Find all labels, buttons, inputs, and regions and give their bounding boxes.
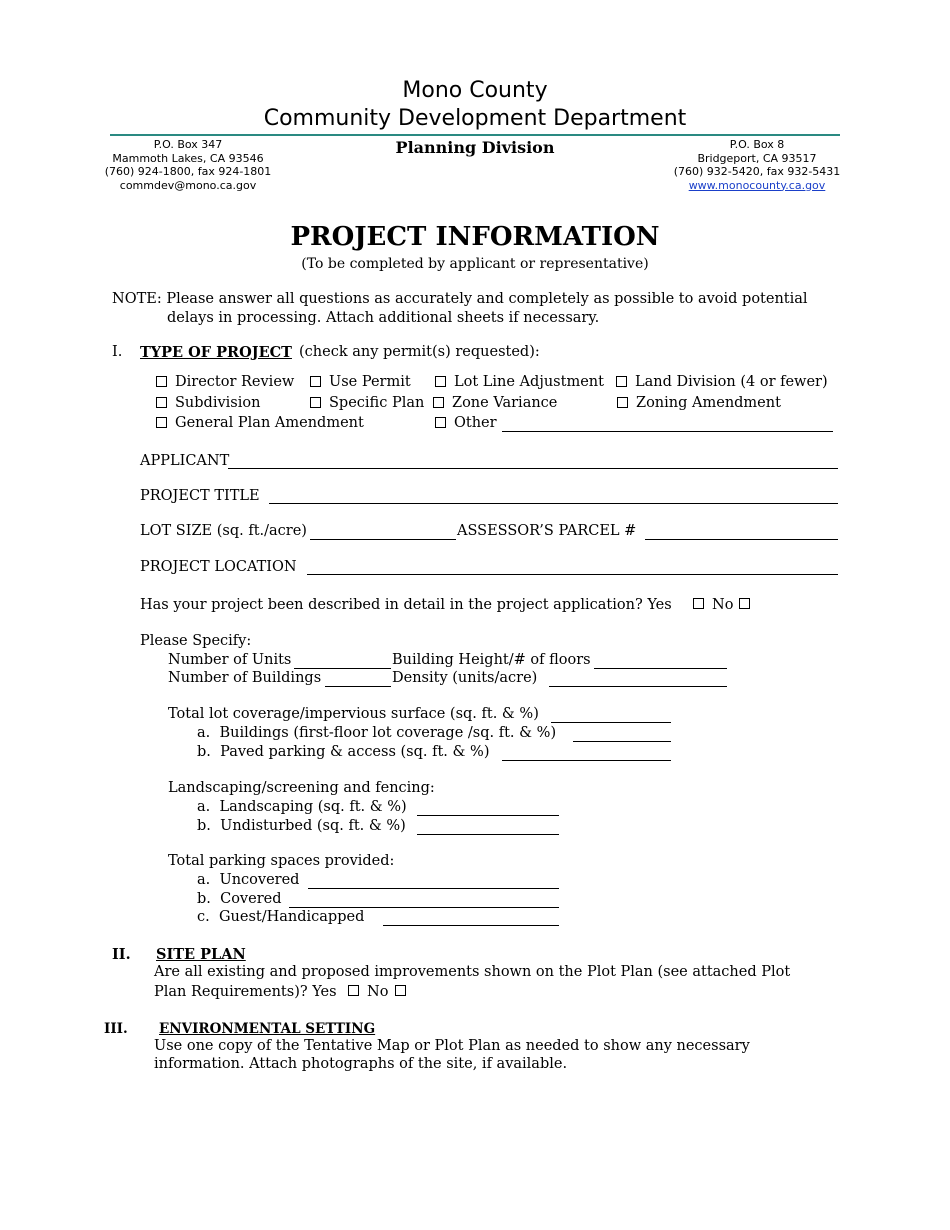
density-input-line[interactable] [549,686,727,687]
header-rule [110,134,840,136]
site-plan-text: Plan Requirements)? Yes [154,984,337,1000]
department-name: Community Development Department [263,106,687,131]
zone-variance-checkbox[interactable] [433,397,444,408]
environmental-text: Use one copy of the Tentative Map or Plot Plan as needed to show any necessary [154,1038,750,1054]
coverage-input-line[interactable] [551,722,671,723]
page-subtitle: (To be completed by applicant or representative) [301,256,649,272]
parking-a-label: a. Uncovered [197,872,300,888]
applicant-label: APPLICANT [140,453,230,469]
subdivision-checkbox[interactable] [156,397,167,408]
section-numeral: II. [112,946,131,963]
described-no-label: No [712,597,734,613]
landscaping-b-input-line[interactable] [417,834,559,835]
section-heading: ENVIRONMENTAL SETTING [159,1021,376,1037]
left-office-address [98,138,278,192]
site-plan-yes-checkbox[interactable] [348,985,359,996]
site-plan-text: Are all existing and proposed improvements shown on the Plot Plan (see attached Plot [154,964,791,980]
use-permit-checkbox[interactable] [310,376,321,387]
zoning-amendment-label: Zoning Amendment [636,395,781,411]
project-title-label: PROJECT TITLE [140,488,260,504]
lot-line-checkbox[interactable] [435,376,446,387]
right-office-line: Bridgeport, CA 93517 [697,151,817,165]
land-division-checkbox[interactable] [616,376,627,387]
section-heading: SITE PLAN [156,946,246,963]
general-plan-checkbox[interactable] [156,417,167,428]
section-numeral: I. [112,344,123,360]
landscaping-a-input-line[interactable] [417,815,559,816]
website-link[interactable]: www.monocounty.ca.gov [688,178,826,192]
section-heading: TYPE OF PROJECT [140,344,292,361]
lot-size-input-line[interactable] [310,539,456,540]
lot-size-label: LOT SIZE (sq. ft./acre) [140,523,307,539]
buildings-label: Number of Buildings [168,670,322,686]
landscaping-b-label: b. Undisturbed (sq. ft. & %) [197,818,406,834]
left-office-line: (760) 924-1800, fax 924-1801 [104,165,272,178]
applicant-input-line[interactable] [228,468,838,469]
units-label: Number of Units [168,652,292,668]
project-title-input-line[interactable] [269,503,838,504]
parking-label: Total parking spaces provided: [168,853,395,869]
parcel-label: ASSESSOR’S PARCEL # [457,523,637,539]
height-input-line[interactable] [594,668,727,669]
described-yes-checkbox[interactable] [693,598,704,609]
parking-b-label: b. Covered [197,891,282,907]
specific-plan-label: Specific Plan [329,395,425,411]
director-review-checkbox[interactable] [156,376,167,387]
landscaping-a-label: a. Landscaping (sq. ft. & %) [197,799,407,815]
zone-variance-label: Zone Variance [452,395,558,411]
units-input-line[interactable] [294,668,391,669]
note-line: delays in processing. Attach additional sheets if necessary. [167,310,600,326]
left-office-email: commdev@mono.ca.gov [119,178,257,192]
director-review-label: Director Review [175,374,295,390]
parking-b-input-line[interactable] [289,907,559,908]
page-title: PROJECT INFORMATION [290,222,660,252]
coverage-buildings-label: a. Buildings (first-floor lot coverage /sq. ft. & %) [197,725,557,741]
left-office-line: Mammoth Lakes, CA 93546 [112,151,264,165]
location-label: PROJECT LOCATION [140,559,297,575]
landscaping-label: Landscaping/screening and fencing: [168,780,435,796]
height-label: Building Height/# of floors [392,652,591,668]
described-question: Has your project been described in detail in the project application? Yes [140,597,672,613]
section-heading-suffix: (check any permit(s) requested): [299,344,540,360]
coverage-paved-label: b. Paved parking & access (sq. ft. & %) [197,744,490,760]
described-no-checkbox[interactable] [739,598,750,609]
division-name: Planning Division [395,138,555,157]
general-plan-label: General Plan Amendment [175,415,364,431]
other-label: Other [454,415,497,431]
note-line: NOTE: Please answer all questions as accurately and completely as possible to avoid potential [112,291,808,307]
environmental-text: information. Attach photographs of the site, if available. [154,1056,568,1072]
county-name: Mono County [402,78,548,103]
please-specify-label: Please Specify: [140,633,252,649]
parking-c-input-line[interactable] [383,925,559,926]
density-label: Density (units/acre) [392,670,538,686]
parking-c-label: c. Guest/Handicapped [197,909,365,925]
coverage-paved-input-line[interactable] [502,760,671,761]
specific-plan-checkbox[interactable] [310,397,321,408]
left-office-line: P.O. Box 347 [153,138,223,151]
other-input-line[interactable] [502,431,833,432]
site-plan-no-label: No [367,984,389,1000]
right-office-address [667,138,847,192]
land-division-label: Land Division (4 or fewer) [635,374,828,390]
use-permit-label: Use Permit [329,374,411,390]
other-checkbox[interactable] [435,417,446,428]
parcel-input-line[interactable] [645,539,838,540]
right-office-line: P.O. Box 8 [729,138,785,151]
subdivision-label: Subdivision [175,395,261,411]
buildings-input-line[interactable] [325,686,391,687]
zoning-amendment-checkbox[interactable] [617,397,628,408]
coverage-buildings-input-line[interactable] [573,741,671,742]
parking-a-input-line[interactable] [308,888,559,889]
right-office-line: (760) 932-5420, fax 932-5431 [673,165,841,178]
section-numeral: III. [104,1021,128,1037]
coverage-label: Total lot coverage/impervious surface (sq. ft. & %) [168,706,539,722]
lot-line-label: Lot Line Adjustment [454,374,604,390]
site-plan-no-checkbox[interactable] [395,985,406,996]
location-input-line[interactable] [307,574,838,575]
